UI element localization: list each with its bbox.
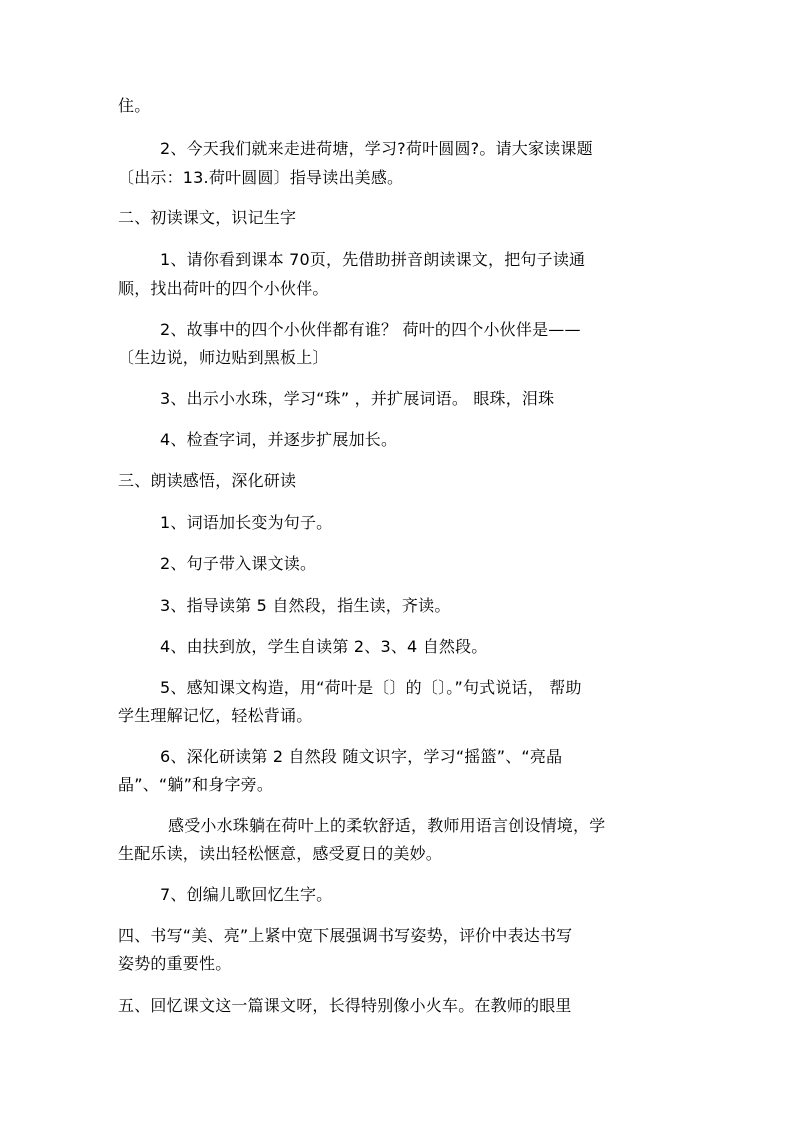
section-heading: 二、初读课文，识记生字 — [118, 208, 297, 227]
text-line: 2、今天我们就来走进荷塘，学习?荷叶圆圆?。请大家读课题 — [160, 139, 593, 158]
text-line: 〔出示：13.荷叶圆圆〕指导读出美感。 — [118, 168, 404, 187]
text-line: 4、由扶到放，学生自读第 2、3、4 自然段。 — [160, 637, 488, 656]
text-line: 1、请你看到课本 70页，先借助拼音朗读课文，把句子读通 — [160, 250, 586, 269]
text-line: 姿势的重要性。 — [118, 954, 232, 973]
text-line: 4、检查字词，并逐步扩展加长。 — [160, 430, 398, 449]
text-line: 顺，找出荷叶的四个小伙伴。 — [118, 279, 329, 298]
section-heading: 四、书写“美、亮”上紧中宽下展强调书写姿势，评价中表达书写 — [118, 926, 573, 945]
text-line: 2、句子带入课文读。 — [160, 554, 317, 573]
text-line: 1、词语加长变为句子。 — [160, 513, 333, 532]
text-line: 3、指导读第 5 自然段，指生读，齐读。 — [160, 596, 451, 615]
section-heading: 五、回忆课文这一篇课文呀，长得特别像小火车。在教师的眼里 — [118, 996, 572, 1015]
section-heading: 三、朗读感悟，深化研读 — [118, 471, 297, 490]
text-line: 〔生边说，师边贴到黑板上〕 — [118, 348, 329, 367]
text-line: 3、出示小水珠，学习“珠” ，并扩展词语。 眼珠，泪珠 — [160, 389, 555, 408]
text-line: 5、感知课文构造，用“荷叶是〔〕的〔〕。”句式说话， 帮助 — [160, 678, 582, 697]
text-line: 住。 — [118, 96, 151, 115]
text-line: 7、创编儿歌回忆生字。 — [160, 885, 333, 904]
text-line: 生配乐读，读出轻松惬意，感受夏日的美妙。 — [118, 844, 443, 863]
text-line: 晶”、“躺”和身字旁。 — [118, 775, 274, 794]
text-line: 感受小水珠躺在荷叶上的柔软舒适，教师用语言创设情境，学 — [168, 816, 606, 835]
text-line: 6、深化研读第 2 自然段 随文识字，学习“摇篮”、“亮晶 — [160, 747, 563, 766]
text-line: 学生理解记忆，轻松背诵。 — [118, 706, 313, 725]
text-line: 2、故事中的四个小伙伴都有谁？ 荷叶的四个小伙伴是—— — [160, 320, 581, 339]
